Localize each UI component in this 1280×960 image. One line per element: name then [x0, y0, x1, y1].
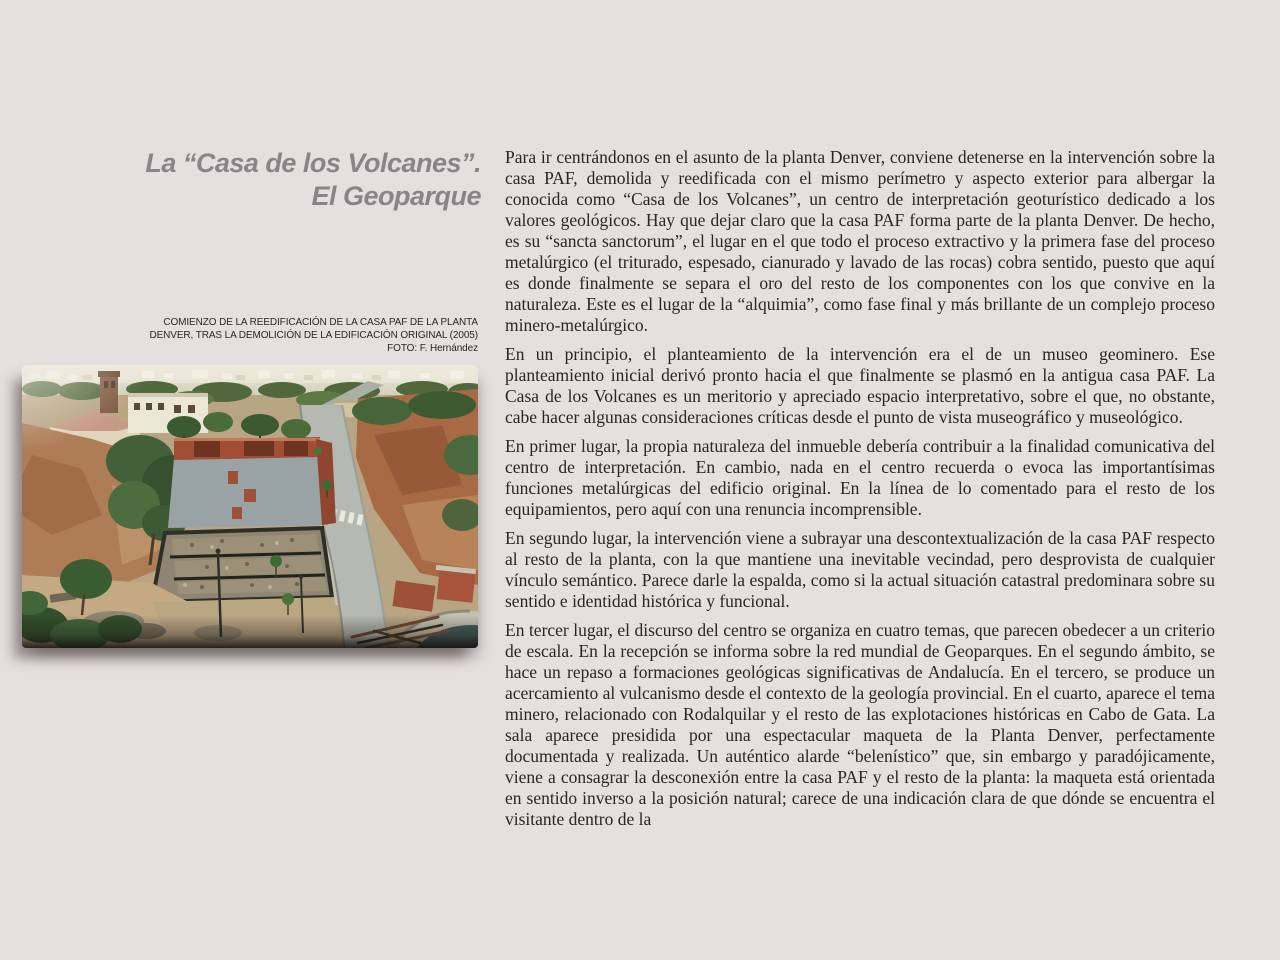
photo-caption	[58, 316, 478, 355]
photo-corner-haze	[22, 365, 152, 455]
article-paragraph: Para ir centrándonos en el asunto de la planta Denver, conviene detenerse en la intervención sobre la casa PAF, demolida y reedificada con el mismo perímetro y aspecto exterior para albergar la conocida como “Casa de los Volcanes”, un centro de interpretación geoturístico dedicado a los valores geológicos. Hay que dejar claro que la casa PAF forma parte de la planta Denver. De hecho, es su “sancta sanctorum”, el lugar en el que todo el proceso extractivo y la primera fase del proceso metalúrgico (el triturado, espesado, cianurado y lavado de las rocas) cobra sentido, puesto que aquí es donde finalmente se separa el oro del resto de los componentes con los que convive en la naturaleza. Este es el lugar de la “alquimia”, como fase final y más brillante de un complejo proceso minero-metalúrgico.	[505, 147, 1215, 335]
page-title	[61, 147, 481, 213]
photo-brick-structure	[168, 437, 336, 528]
aerial-photo-illustration	[22, 365, 478, 648]
article-text-column	[505, 147, 1215, 838]
photo-excavation-pit	[152, 528, 332, 602]
page-title-line1: La “Casa de los Volcanes”.	[145, 148, 481, 178]
photo-caption-line: DENVER, TRAS LA DEMOLICIÓN DE LA EDIFICACIÓN ORIGINAL (2005)	[149, 330, 478, 341]
article-paragraph: En un principio, el planteamiento de la intervención era el de un museo geominero. Ese planteamiento inicial derivó pronto hacia el que finalmente se plasmó en la antigua casa PAF. La Casa de los Volcanes es un meritorio y apreciado espacio interpretativo, sobre el que, no obstante, cabe hacer algunas consideraciones críticas desde el punto de vista museográfico y museológico.	[505, 344, 1215, 427]
photo-caption-line: COMIENZO DE LA REEDIFICACIÓN DE LA CASA PAF DE LA PLANTA	[163, 317, 478, 328]
article-paragraph: En segundo lugar, la intervención viene a subrayar una descontextualización de la casa PAF respecto al resto de la planta, con la que mantiene una inevitable vecindad, pero desprovista de cualquier vínculo semántico. Parece darle la espalda, como si la actual situación catastral predominara sobre su sentido e identidad histórica y funcional.	[505, 528, 1215, 611]
photo-bottom-shade	[22, 615, 478, 648]
article-paragraph: En tercer lugar, el discurso del centro se organiza en cuatro temas, que parecen obedecer a un criterio de escala. En la recepción se informa sobre la red mundial de Geoparques. En el segundo ámbito, se hace un repaso a formaciones geológicas significativas de Andalucía. En el tercero, se produce un acercamiento al vulcanismo desde el contexto de la geología provincial. En el cuarto, aparece el tema minero, relacionado con Rodalquilar y el resto de las explotaciones históricas en Cabo de Gata. La sala aparece presidida por una espectacular maqueta de la Planta Denver, perfectamente documentada y realizada. Un auténtico alarde “belenístico” que, sin embargo y paradójicamente, viene a consagrar la desconexión entre la casa PAF y el resto de la planta: la maqueta está orientada en sentido inverso a la posición natural; carece de una indicación clara de que dónde se encuentra el visitante dentro de la	[505, 620, 1215, 829]
photo-credit: FOTO: F. Hernández	[387, 343, 478, 354]
page-title-line2: El Geoparque	[311, 181, 481, 211]
aerial-photo	[22, 365, 478, 648]
article-paragraph: En primer lugar, la propia naturaleza del inmueble debería contribuir a la finalidad comunicativa del centro de interpretación. En cambio, nada en el centro recuerda o evoca las importantísimas funciones metalúrgicas del edificio original. En la línea de lo comentado para el resto de los equipamientos, pero aquí con una renuncia incomprensible.	[505, 436, 1215, 519]
